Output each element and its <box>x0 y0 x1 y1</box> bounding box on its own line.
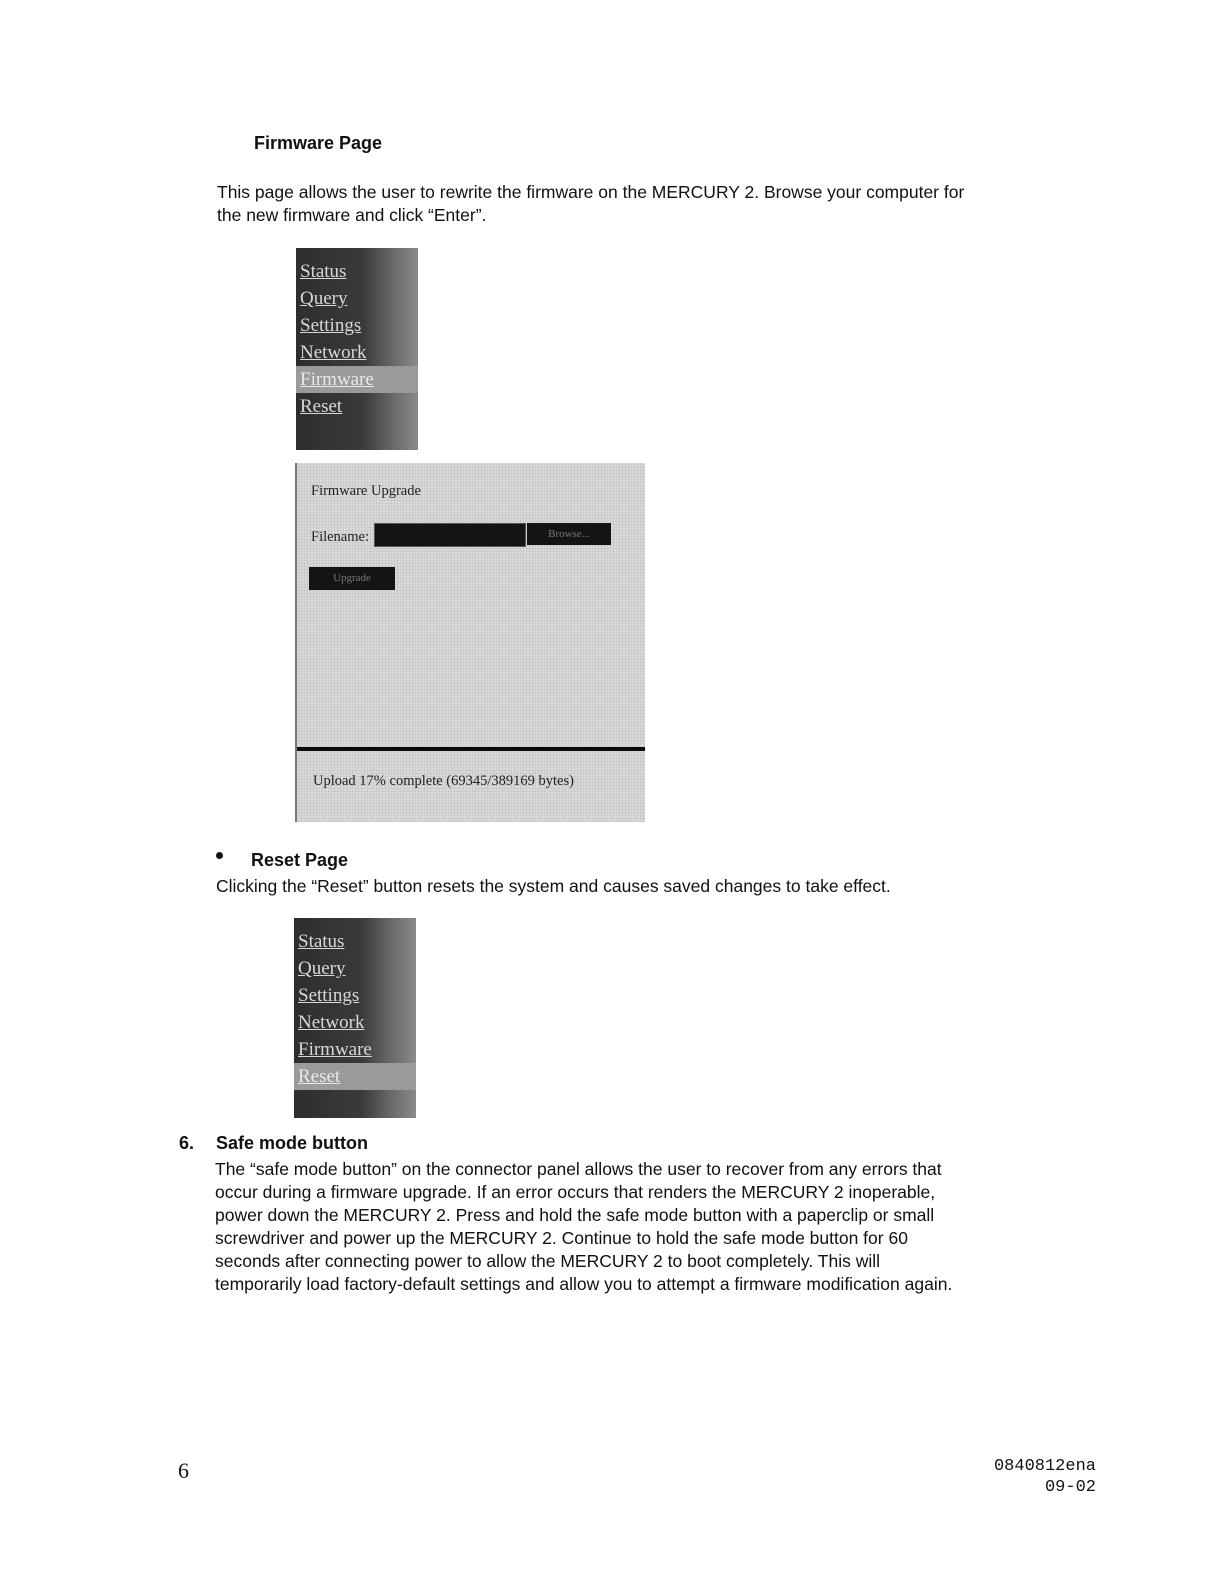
nav-item-settings[interactable]: Settings <box>300 315 362 336</box>
reset-description: Clicking the “Reset” button resets the system and causes saved changes to take effect. <box>216 876 891 896</box>
safe-mode-line: screwdriver and power up the MERCURY 2. Continue to hold the safe mode button for 60 <box>215 1228 908 1248</box>
browse-button[interactable]: Browse... <box>527 523 611 545</box>
firmware-page-heading: Firmware Page <box>254 133 383 153</box>
page-number: 6 <box>178 1458 189 1483</box>
upload-status-text: Upload 17% complete (69345/389169 bytes) <box>313 773 574 789</box>
document-code <box>994 1456 1096 1498</box>
nav-item-reset[interactable]: Reset <box>300 396 343 417</box>
document-code-id: 0840812ena <box>993 1457 1096 1476</box>
firmware-description-line: the new firmware and click “Enter”. <box>217 205 487 225</box>
nav-item-query[interactable]: Query <box>300 288 348 309</box>
nav-menu-firmware-screenshot <box>296 248 418 450</box>
nav-item-reset[interactable]: Reset <box>294 1063 416 1090</box>
nav-item-network[interactable]: Network <box>300 342 367 363</box>
nav-item-query[interactable]: Query <box>298 958 346 979</box>
safe-mode-description <box>215 1158 952 1296</box>
reset-page-heading: Reset Page <box>251 850 349 870</box>
upload-progress-bar <box>297 747 645 751</box>
firmware-description <box>217 181 964 227</box>
safe-mode-line: power down the MERCURY 2. Press and hold the safe mode button with a paperclip or small <box>215 1205 935 1225</box>
safe-mode-number: 6. <box>179 1133 195 1153</box>
safe-mode-line: seconds after connecting power to allow the MERCURY 2 to boot completely. This will <box>215 1251 880 1271</box>
nav-menu-reset-screenshot <box>294 918 416 1118</box>
nav-item-network[interactable]: Network <box>298 1012 365 1033</box>
nav-item-settings[interactable]: Settings <box>298 985 360 1006</box>
nav-item-firmware[interactable]: Firmware <box>296 366 418 393</box>
firmware-upgrade-title: Firmware Upgrade <box>311 483 421 499</box>
nav-item-status[interactable]: Status <box>298 931 345 952</box>
filename-input[interactable] <box>374 523 526 547</box>
document-code-date: 09-02 <box>1044 1478 1096 1497</box>
safe-mode-line: occur during a firmware upgrade. If an error occurs that renders the MERCURY 2 inoperable, <box>215 1182 936 1202</box>
nav-item-firmware[interactable]: Firmware <box>298 1039 372 1060</box>
safe-mode-line: temporarily load factory-default settings and allow you to attempt a firmware modification again. <box>215 1274 953 1294</box>
upgrade-button[interactable]: Upgrade <box>309 567 395 590</box>
safe-mode-line: The “safe mode button” on the connector panel allows the user to recover from any errors that <box>215 1159 942 1179</box>
firmware-description-line: This page allows the user to rewrite the firmware on the MERCURY 2. Browse your computer for <box>217 182 965 202</box>
safe-mode-heading: Safe mode button <box>216 1133 368 1153</box>
nav-item-status[interactable]: Status <box>300 261 347 282</box>
filename-label: Filename: <box>311 529 369 545</box>
bullet-icon <box>216 852 223 859</box>
firmware-upgrade-panel <box>295 463 645 822</box>
